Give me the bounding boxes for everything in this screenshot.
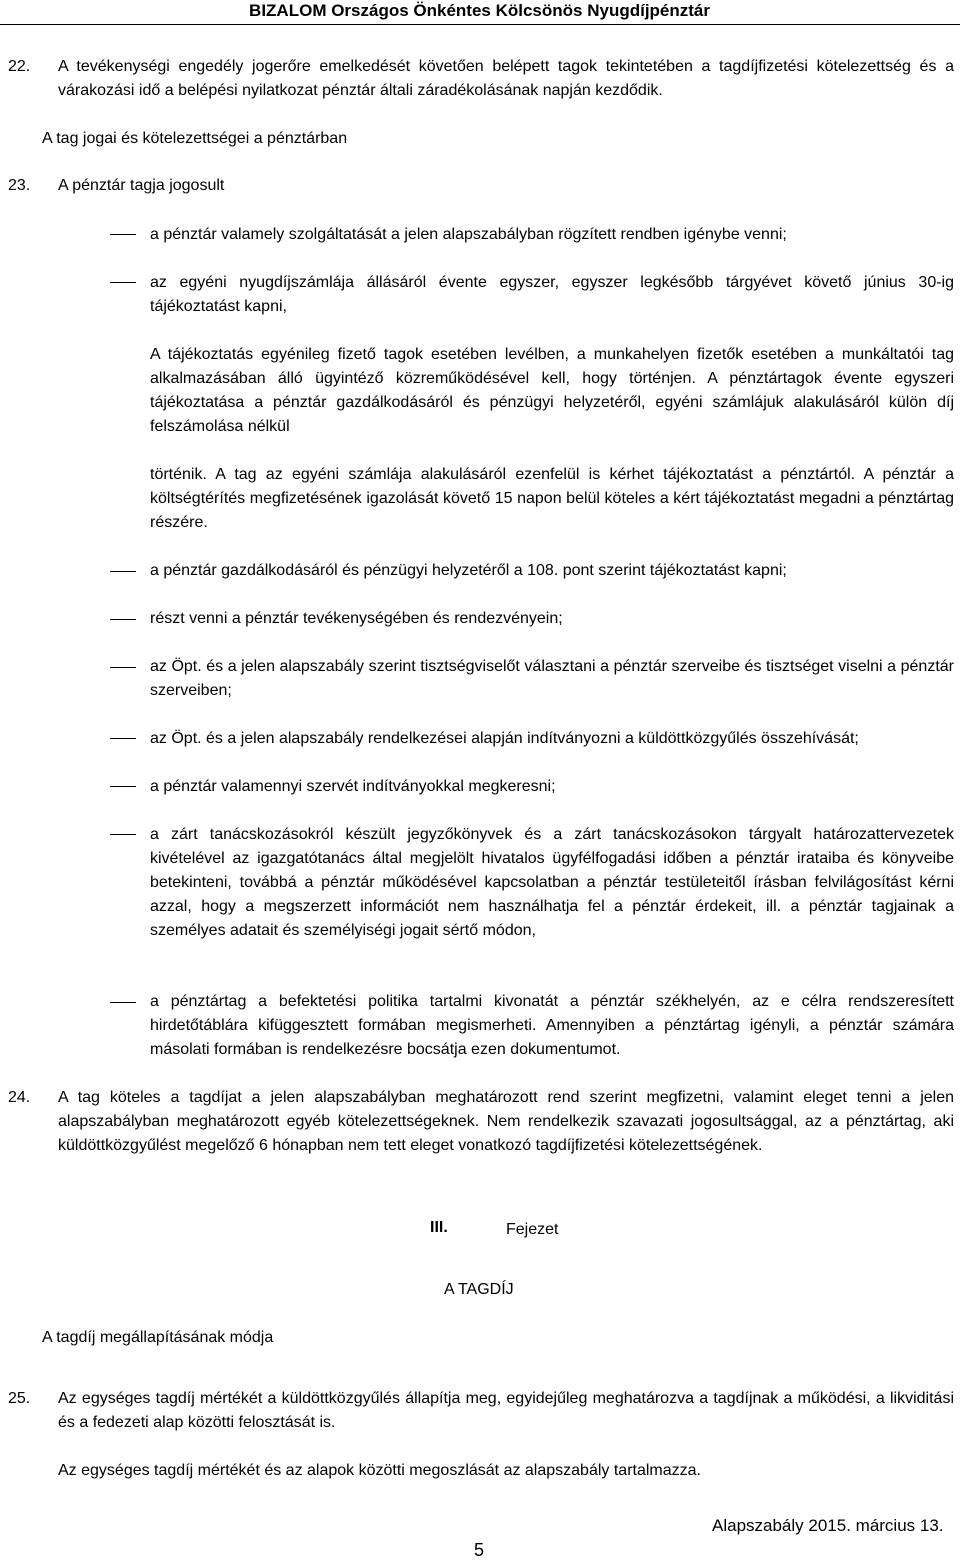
paragraph-23-intro: A pénztár tagja jogosult <box>58 177 225 194</box>
paragraph-25-text: Az egységes tagdíj mértékét a küldöttközgyűlés állapítja meg, egyidejűleg meghatározva a tagdíjnak a működési, a likviditási és a fedezeti alap közötti felosztását is. <box>58 1390 954 1431</box>
list-item: a zárt tanácskozásokról készült jegyzőkönyvek és a zárt tanácskozásokon tárgyalt határozattervezetek kivételével az igazgatótanács által megjelölt hivatalos ügyfélfogadási időben a pénztár irataiba és könyveibe betekinteni, továbbá a pénztár működésével kapcsolatban a pénztár testületeitől írásban felvilágosítást kérni azzal, hogy a megszerzett információt nem használhatja fel a pénztár érdekeit, ill. a pénztár tagjainak a személyes adatait és személyiségi jogait sértő módon, <box>150 826 954 939</box>
list-item-continuation: történik. A tag az egyéni számlája alakulásáról ezenfelül is kérhet tájékoztatást a pénztártól. A pénztár a költségtérítés megfizetésének igazolását követő 15 napon belül köteles a kért tájékoztatást megadni a pénztártag részére. <box>150 466 954 531</box>
dash-bullet <box>110 619 136 620</box>
paragraph-number-23: 23. <box>8 177 31 194</box>
list-item: az Öpt. és a jelen alapszabály szerint tisztségviselőt választani a pénztár szerveibe és tisztséget viselni a pénztár szerveiben; <box>150 658 954 699</box>
page-number: 5 <box>474 1540 485 1560</box>
dash-bullet <box>110 1002 136 1003</box>
list-item: a pénztár gazdálkodásáról és pénzügyi helyzetéről a 108. pont szerint tájékoztatást kapni; <box>150 562 787 579</box>
paragraph-22-text: A tevékenységi engedély jogerőre emelkedését követően belépett tagok tekintetében a tagdíjfizetési kötelezettség és a várakozási idő a belépési nyilatkozat pénztár általi záradékolásának napján kezdődik. <box>58 58 954 99</box>
header-divider <box>0 24 960 25</box>
list-item: az egyéni nyugdíjszámlája állásáról évente egyszer, egyszer legkésőbb tárgyévet követő június 30-ig tájékoztatást kapni, <box>150 274 954 315</box>
dash-bullet <box>110 738 136 739</box>
dash-bullet <box>110 234 136 235</box>
list-item-continuation: A tájékoztatás egyénileg fizető tagok esetében levélben, a munkahelyen fizetők esetében a munkáltatói tag alkalmazásában álló ügyintéző közreműködésével kell, hogy történjen. A pénztártagok évente egyszeri tájékoztatása a pénztár gazdálkodásáról és pénzügyi helyzetéről, egyéni számlájuk alakulásáról külön díj felszámolása nélkül <box>150 346 954 435</box>
chapter-number: III. <box>430 1219 448 1236</box>
paragraph-number-24: 24. <box>8 1089 31 1106</box>
paragraph-number-22: 22. <box>8 58 31 75</box>
dash-bullet <box>110 667 136 668</box>
list-item: az Öpt. és a jelen alapszabály rendelkezései alapján indítványozni a küldöttközgyűlés összehívását; <box>150 730 859 747</box>
subheading: A tagdíj megállapításának módja <box>42 1329 274 1346</box>
paragraph-24-text: A tag köteles a tagdíjat a jelen alapszabályban meghatározott rend szerint megfizetni, valamint eleget tenni a jelen alapszabályban meghatározott egyéb kötelezettségeknek. Nem rendelkezik szavazati jogosultsággal, az a pénztártag, aki küldöttközgyűlést megelőző 6 hónapban nem tett eleget vonatkozó tagdíjfizetési kötelezettségének. <box>58 1089 954 1154</box>
chapter-title: A TAGDÍJ <box>444 1281 514 1298</box>
paragraph-25-text2: Az egységes tagdíj mértékét és az alapok közötti megoszlását az alapszabály tartalmazza. <box>58 1462 701 1479</box>
paragraph-number-25: 25. <box>8 1390 31 1407</box>
section-heading: A tag jogai és kötelezettségei a pénztárban <box>42 130 348 147</box>
list-item: a pénztár valamely szolgáltatását a jelen alapszabályban rögzített rendben igénybe venni; <box>150 226 787 243</box>
document-header: BIZALOM Országos Önkéntes Kölcsönös Nyugdíjpénztár <box>249 1 710 20</box>
list-item: a pénztár valamennyi szervét indítványokkal megkeresni; <box>150 778 556 795</box>
dash-bullet <box>110 571 136 572</box>
chapter-label: Fejezet <box>506 1221 559 1238</box>
list-item: a pénztártag a befektetési politika tartalmi kivonatát a pénztár székhelyén, az e célra rendszeresített hirdetőtáblára kifüggesztett formában megismerheti. Amennyiben a pénztártag igényli, a pénztár számára másolati formában is rendelkezésre bocsátja ezen dokumentumot. <box>150 993 954 1058</box>
dash-bullet <box>110 282 136 283</box>
list-item: részt venni a pénztár tevékenységében és rendezvényein; <box>150 610 563 627</box>
footer-version: Alapszabály 2015. március 13. <box>712 1516 944 1535</box>
dash-bullet <box>110 786 136 787</box>
dash-bullet <box>110 834 136 835</box>
